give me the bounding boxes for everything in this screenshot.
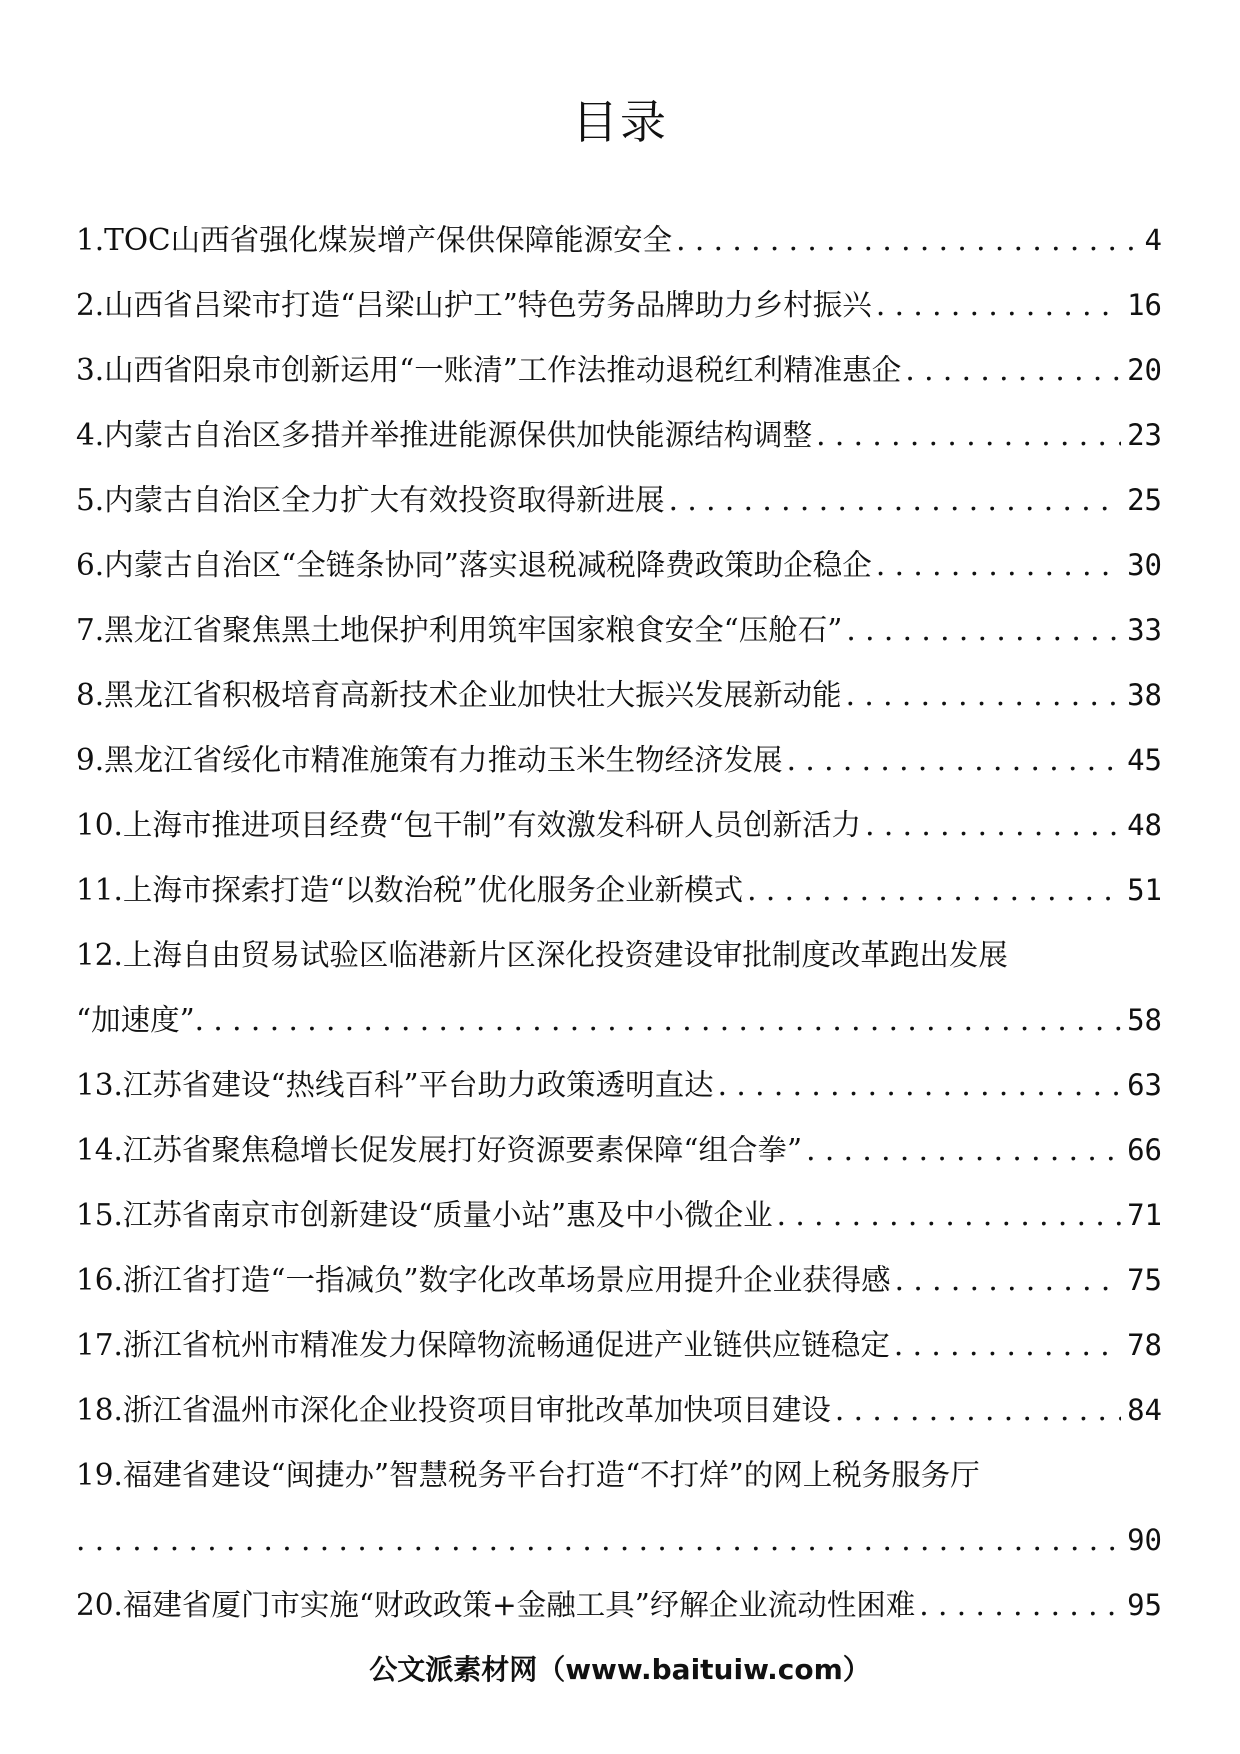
dot-leader	[718, 1053, 1122, 1118]
dot-leader	[895, 1248, 1122, 1313]
dot-leader	[787, 728, 1121, 793]
toc-entry-title: 4.内蒙古自治区多措并举推进能源保供加快能源结构调整	[76, 418, 813, 452]
toc-entry[interactable]	[76, 598, 1162, 663]
toc-entry-page: 25	[1127, 483, 1162, 517]
toc-entry-continuation[interactable]	[76, 1508, 1162, 1573]
toc-entry-title: 10.上海市推进项目经费“包干制”有效激发科研人员创新活力	[76, 808, 862, 842]
toc-entry-title: 13.江苏省建设“热线百科”平台助力政策透明直达	[76, 1068, 714, 1102]
toc-entry-title: 17.浙江省杭州市精准发力保障物流畅通促进产业链供应链稳定	[76, 1328, 890, 1362]
toc-entry[interactable]	[76, 858, 1162, 923]
toc-entry-title-continued: “加速度”	[76, 1003, 195, 1037]
toc-entry-title: 11.上海市探索打造“以数治税”优化服务企业新模式	[76, 873, 744, 907]
toc-entry[interactable]	[76, 533, 1162, 598]
toc-entry-page: 16	[1127, 288, 1162, 322]
toc-entry[interactable]	[76, 1118, 1162, 1183]
toc-entry-title: 6.内蒙古自治区“全链条协同”落实退税减税降费政策助企稳企	[76, 548, 872, 582]
toc-entry-page: 95	[1127, 1588, 1162, 1622]
toc-entry-page: 48	[1127, 808, 1162, 842]
toc-entry-title: 18.浙江省温州市深化企业投资项目审批改革加快项目建设	[76, 1393, 831, 1427]
toc-entry[interactable]	[76, 1053, 1162, 1118]
toc-entry-page: 75	[1127, 1263, 1162, 1297]
dot-leader	[676, 208, 1138, 273]
toc-entry-page: 71	[1127, 1198, 1162, 1232]
toc-entry-page: 30	[1127, 548, 1162, 582]
toc-entry-page: 58	[1127, 1003, 1162, 1037]
toc-entry-title: 12.上海自由贸易试验区临港新片区深化投资建设审批制度改革跑出发展	[76, 938, 1008, 972]
dot-leader	[846, 598, 1121, 663]
dot-leader	[76, 1508, 1121, 1573]
dot-leader	[816, 403, 1121, 468]
toc-entry-title: 1.TOC山西省强化煤炭增产保供保障能源安全	[76, 223, 673, 257]
toc-entry-page: 38	[1127, 678, 1162, 712]
toc-entry[interactable]	[76, 208, 1162, 273]
dot-leader	[876, 273, 1121, 338]
toc-entry[interactable]	[76, 1248, 1162, 1313]
toc-entry-page: 66	[1127, 1133, 1162, 1167]
dot-leader	[195, 988, 1121, 1053]
dot-leader	[905, 338, 1121, 403]
toc-entry-page: 90	[1127, 1523, 1162, 1557]
toc-entry[interactable]	[76, 1573, 1162, 1638]
toc-entry-page: 23	[1127, 418, 1162, 452]
dot-leader	[919, 1573, 1121, 1638]
toc-entry-title: 20.福建省厦门市实施“财政政策+金融工具”纾解企业流动性困难	[76, 1588, 916, 1622]
toc-entry-title: 3.山西省阳泉市创新运用“一账清”工作法推动退税红利精准惠企	[76, 353, 902, 387]
toc-entry-page: 78	[1127, 1328, 1162, 1362]
dot-leader	[865, 793, 1121, 858]
dot-leader	[777, 1183, 1122, 1248]
toc-entry-title: 2.山西省吕梁市打造“吕梁山护工”特色劳务品牌助力乡村振兴	[76, 288, 872, 322]
toc-entry-page: 45	[1127, 743, 1162, 777]
toc-entry[interactable]	[76, 728, 1162, 793]
toc-entry[interactable]	[76, 403, 1162, 468]
toc-entry-title: 16.浙江省打造“一指减负”数字化改革场景应用提升企业获得感	[76, 1263, 891, 1297]
toc-entry[interactable]	[76, 793, 1162, 858]
toc-entry-title: 5.内蒙古自治区全力扩大有效投资取得新进展	[76, 483, 665, 517]
toc-entry-title: 9.黑龙江省绥化市精准施策有力推动玉米生物经济发展	[76, 743, 783, 777]
table-of-contents	[76, 208, 1162, 1638]
toc-entry-continuation[interactable]	[76, 988, 1162, 1053]
dot-leader	[894, 1313, 1121, 1378]
toc-entry[interactable]	[76, 1443, 1162, 1508]
page-title: 目录	[572, 95, 668, 149]
toc-entry[interactable]	[76, 1313, 1162, 1378]
toc-entry[interactable]	[76, 1378, 1162, 1443]
dot-leader	[747, 858, 1121, 923]
toc-entry-title: 7.黑龙江省聚焦黑土地保护利用筑牢国家粮食安全“压舱石”	[76, 613, 843, 647]
toc-entry-page: 63	[1127, 1068, 1162, 1102]
dot-leader	[846, 663, 1121, 728]
dot-leader	[876, 533, 1121, 598]
dot-leader	[806, 1118, 1121, 1183]
toc-entry-title: 15.江苏省南京市创新建设“质量小站”惠及中小微企业	[76, 1198, 773, 1232]
toc-entry[interactable]	[76, 273, 1162, 338]
toc-entry-page: 33	[1127, 613, 1162, 647]
dot-leader	[669, 468, 1121, 533]
toc-entry-title: 19.福建省建设“闽捷办”智慧税务平台打造“不打烊”的网上税务服务厅	[76, 1458, 980, 1492]
toc-entry-page: 4	[1144, 223, 1162, 257]
toc-entry[interactable]	[76, 338, 1162, 403]
toc-entry[interactable]	[76, 1183, 1162, 1248]
toc-entry-page: 51	[1127, 873, 1162, 907]
toc-entry-title: 8.黑龙江省积极培育高新技术企业加快壮大振兴发展新动能	[76, 678, 842, 712]
toc-entry[interactable]	[76, 923, 1162, 988]
toc-entry-page: 20	[1127, 353, 1162, 387]
toc-entry-title: 14.江苏省聚焦稳增长促发展打好资源要素保障“组合拳”	[76, 1133, 803, 1167]
toc-entry[interactable]	[76, 663, 1162, 728]
toc-entry-page: 84	[1127, 1393, 1162, 1427]
toc-entry[interactable]	[76, 468, 1162, 533]
dot-leader	[835, 1378, 1121, 1443]
footer-watermark: 公文派素材网（www.baituiw.com）	[369, 1653, 871, 1686]
